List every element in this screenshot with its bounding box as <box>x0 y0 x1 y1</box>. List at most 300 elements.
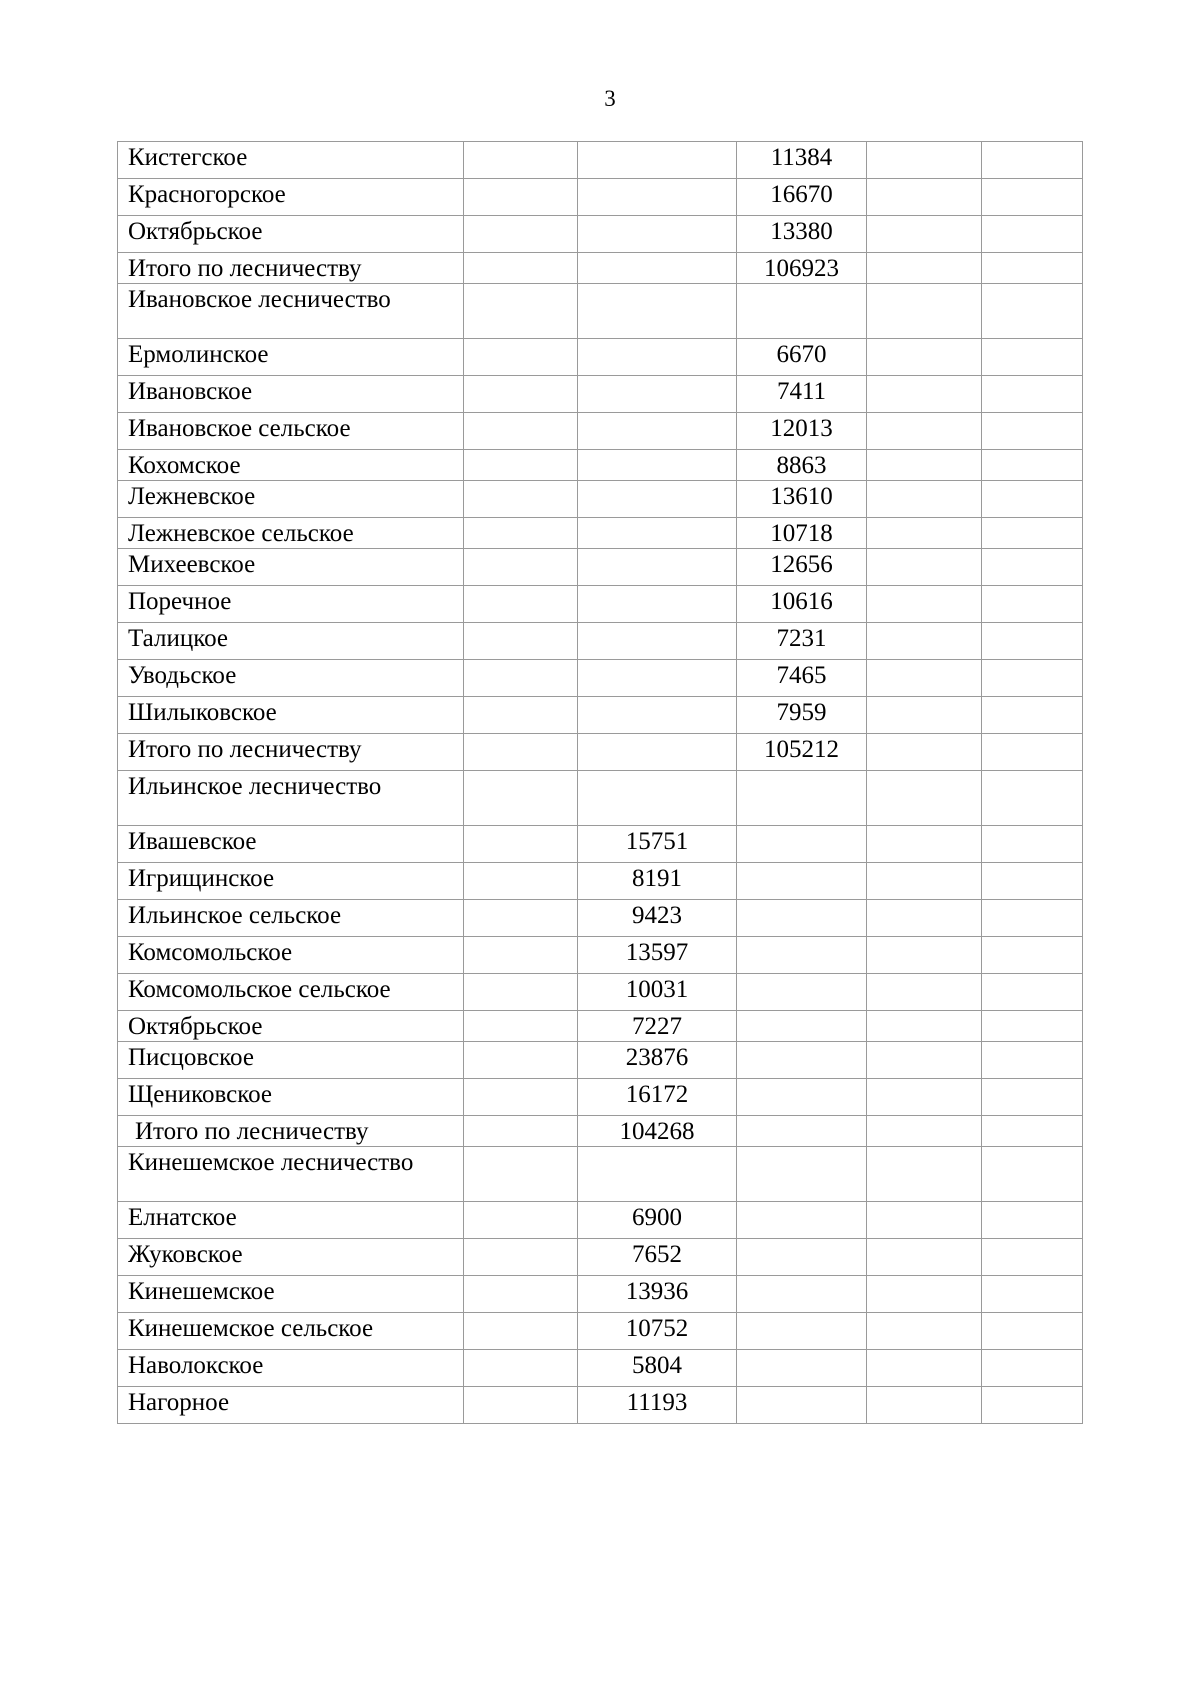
cell-name <box>118 1147 464 1202</box>
cell-name <box>118 623 464 660</box>
table-row <box>118 660 1083 697</box>
cell-col-5 <box>867 413 982 450</box>
cell-name <box>118 900 464 937</box>
cell-value: 13597 <box>625 939 689 966</box>
cell-col-4 <box>737 1079 867 1116</box>
cell-col-5 <box>867 697 982 734</box>
table-row <box>118 1042 1083 1079</box>
cell-name <box>118 734 464 771</box>
row-label: Комсомольское <box>128 939 293 966</box>
cell-col-3 <box>578 413 737 450</box>
table-row <box>118 900 1083 937</box>
cell-col-6 <box>982 216 1083 253</box>
cell-col-3 <box>578 1116 737 1147</box>
cell-col-2 <box>464 900 578 937</box>
cell-col-3 <box>578 974 737 1011</box>
cell-name <box>118 1387 464 1424</box>
cell-col-4 <box>737 900 867 937</box>
cell-name <box>118 339 464 376</box>
cell-col-5 <box>867 518 982 549</box>
cell-col-5 <box>867 937 982 974</box>
cell-col-4 <box>737 481 867 518</box>
cell-value: 15751 <box>625 828 689 855</box>
cell-col-5 <box>867 1387 982 1424</box>
table-row <box>118 549 1083 586</box>
cell-col-6 <box>982 481 1083 518</box>
cell-value: 8191 <box>632 865 682 892</box>
cell-value: 11193 <box>626 1389 688 1416</box>
table-row <box>118 216 1083 253</box>
cell-value: 10752 <box>625 1315 689 1342</box>
cell-name <box>118 450 464 481</box>
cell-col-6 <box>982 623 1083 660</box>
cell-col-5 <box>867 1350 982 1387</box>
cell-col-5 <box>867 1042 982 1079</box>
cell-col-5 <box>867 660 982 697</box>
cell-name <box>118 826 464 863</box>
row-label: Октябрьское <box>128 218 263 245</box>
table-row <box>118 1313 1083 1350</box>
cell-col-3 <box>578 450 737 481</box>
cell-col-4 <box>737 863 867 900</box>
row-label: Ильинское лесничество <box>128 773 382 800</box>
cell-col-6 <box>982 826 1083 863</box>
cell-col-2 <box>464 1239 578 1276</box>
cell-col-4 <box>737 826 867 863</box>
table-row <box>118 863 1083 900</box>
cell-col-6 <box>982 518 1083 549</box>
cell-col-4 <box>737 1313 867 1350</box>
table-row <box>118 1350 1083 1387</box>
cell-col-4 <box>737 1042 867 1079</box>
cell-value: 7227 <box>632 1013 682 1040</box>
cell-col-5 <box>867 376 982 413</box>
cell-col-5 <box>867 1239 982 1276</box>
cell-col-2 <box>464 179 578 216</box>
row-label: Итого по лесничеству <box>128 736 362 763</box>
row-label: Уводьское <box>128 662 237 689</box>
row-label: Шилыковское <box>128 699 277 726</box>
cell-col-3 <box>578 284 737 339</box>
cell-value: 13380 <box>770 218 833 245</box>
cell-col-3 <box>578 697 737 734</box>
cell-col-6 <box>982 900 1083 937</box>
cell-col-6 <box>982 1276 1083 1313</box>
cell-col-4 <box>737 623 867 660</box>
cell-value: 7231 <box>776 625 827 652</box>
cell-value: 7411 <box>776 378 827 405</box>
row-label: Кинешемское лесничество <box>128 1149 414 1176</box>
cell-col-4 <box>737 413 867 450</box>
row-label: Елнатское <box>128 1204 237 1231</box>
cell-value: 6670 <box>776 341 827 368</box>
row-label: Ильинское сельское <box>128 902 342 929</box>
cell-name <box>118 216 464 253</box>
cell-col-2 <box>464 376 578 413</box>
cell-name <box>118 937 464 974</box>
cell-col-4 <box>737 339 867 376</box>
cell-col-5 <box>867 179 982 216</box>
cell-col-2 <box>464 1147 578 1202</box>
cell-col-5 <box>867 974 982 1011</box>
cell-col-2 <box>464 450 578 481</box>
cell-col-6 <box>982 1387 1083 1424</box>
cell-col-3 <box>578 660 737 697</box>
cell-value: 5804 <box>632 1352 682 1379</box>
cell-col-3 <box>578 937 737 974</box>
cell-col-5 <box>867 1313 982 1350</box>
row-label: Ивановское лесничество <box>128 286 391 313</box>
row-label: Кохомское <box>128 452 241 479</box>
cell-col-5 <box>867 1079 982 1116</box>
cell-col-4 <box>737 284 867 339</box>
cell-col-2 <box>464 863 578 900</box>
cell-name <box>118 697 464 734</box>
cell-col-3 <box>578 826 737 863</box>
cell-col-2 <box>464 660 578 697</box>
cell-col-4 <box>737 216 867 253</box>
cell-col-3 <box>578 1042 737 1079</box>
cell-col-5 <box>867 1276 982 1313</box>
cell-col-5 <box>867 142 982 179</box>
page-number: 3 <box>604 86 616 111</box>
cell-name <box>118 481 464 518</box>
cell-col-3 <box>578 1313 737 1350</box>
cell-col-2 <box>464 253 578 284</box>
cell-name <box>118 1202 464 1239</box>
cell-col-5 <box>867 450 982 481</box>
row-label: Ивановское сельское <box>128 415 351 442</box>
cell-value: 12656 <box>770 551 833 578</box>
cell-name <box>118 1079 464 1116</box>
cell-col-2 <box>464 549 578 586</box>
row-label: Ермолинское <box>128 341 269 368</box>
cell-col-6 <box>982 697 1083 734</box>
row-label: Жуковское <box>128 1241 243 1268</box>
table-row <box>118 450 1083 481</box>
cell-col-5 <box>867 826 982 863</box>
cell-col-6 <box>982 1011 1083 1042</box>
cell-col-5 <box>867 1116 982 1147</box>
cell-col-4 <box>737 660 867 697</box>
table-row <box>118 586 1083 623</box>
cell-col-5 <box>867 481 982 518</box>
cell-col-3 <box>578 1011 737 1042</box>
cell-col-4 <box>737 1011 867 1042</box>
cell-name <box>118 863 464 900</box>
cell-col-6 <box>982 734 1083 771</box>
section-header-row <box>118 1147 1083 1202</box>
cell-col-2 <box>464 826 578 863</box>
cell-value: 10616 <box>770 588 833 615</box>
table-row <box>118 142 1083 179</box>
table-row <box>118 518 1083 549</box>
cell-col-6 <box>982 660 1083 697</box>
table-row <box>118 1239 1083 1276</box>
cell-col-3 <box>578 481 737 518</box>
cell-col-4 <box>737 937 867 974</box>
cell-col-5 <box>867 549 982 586</box>
cell-col-6 <box>982 863 1083 900</box>
cell-col-4 <box>737 586 867 623</box>
cell-col-4 <box>737 1147 867 1202</box>
cell-name <box>118 179 464 216</box>
cell-value: 104268 <box>619 1118 695 1145</box>
cell-value: 7652 <box>632 1241 682 1268</box>
cell-value: 7465 <box>776 662 827 689</box>
cell-col-5 <box>867 900 982 937</box>
cell-col-2 <box>464 1079 578 1116</box>
cell-col-3 <box>578 142 737 179</box>
row-label: Писцовское <box>128 1044 254 1071</box>
cell-name <box>118 142 464 179</box>
cell-col-2 <box>464 697 578 734</box>
subtotal-row <box>118 253 1083 284</box>
row-label: Красногорское <box>128 181 286 208</box>
cell-col-4 <box>737 376 867 413</box>
table-row <box>118 974 1083 1011</box>
row-label: Кинешемское сельское <box>128 1315 374 1342</box>
cell-value: 13936 <box>625 1278 689 1305</box>
data-table <box>117 141 1083 1424</box>
row-label: Игрищинское <box>128 865 275 892</box>
cell-value: 10718 <box>770 520 833 547</box>
row-label: Щениковское <box>128 1081 272 1108</box>
cell-col-6 <box>982 1042 1083 1079</box>
cell-col-2 <box>464 1313 578 1350</box>
table-row <box>118 826 1083 863</box>
row-label: Поречное <box>128 588 232 615</box>
row-label: Наволокское <box>128 1352 264 1379</box>
cell-col-6 <box>982 1147 1083 1202</box>
row-label: Лежневское <box>128 483 256 510</box>
cell-col-2 <box>464 481 578 518</box>
cell-value: 6900 <box>632 1204 682 1231</box>
cell-col-2 <box>464 284 578 339</box>
row-label: Итого по лесничеству <box>135 1118 369 1145</box>
table-row <box>118 623 1083 660</box>
cell-col-6 <box>982 771 1083 826</box>
section-header-row <box>118 284 1083 339</box>
cell-col-3 <box>578 518 737 549</box>
row-label: Ивановское <box>128 378 253 405</box>
row-label: Лежневское сельское <box>128 520 354 547</box>
cell-value: 23876 <box>625 1044 689 1071</box>
cell-col-5 <box>867 339 982 376</box>
cell-col-4 <box>737 771 867 826</box>
cell-col-4 <box>737 253 867 284</box>
cell-col-6 <box>982 1116 1083 1147</box>
cell-col-4 <box>737 450 867 481</box>
cell-col-3 <box>578 1276 737 1313</box>
cell-col-6 <box>982 142 1083 179</box>
cell-col-6 <box>982 937 1083 974</box>
table-row <box>118 413 1083 450</box>
cell-value: 106923 <box>764 255 839 282</box>
cell-col-3 <box>578 253 737 284</box>
cell-col-2 <box>464 586 578 623</box>
cell-col-6 <box>982 413 1083 450</box>
cell-col-3 <box>578 771 737 826</box>
row-label: Ивашевское <box>128 828 257 855</box>
cell-col-2 <box>464 216 578 253</box>
cell-name <box>118 284 464 339</box>
cell-col-2 <box>464 1042 578 1079</box>
cell-col-5 <box>867 1202 982 1239</box>
table-row <box>118 1276 1083 1313</box>
row-label: Октябрьское <box>128 1013 263 1040</box>
cell-value: 7959 <box>776 699 827 726</box>
cell-col-5 <box>867 771 982 826</box>
cell-col-2 <box>464 518 578 549</box>
cell-name <box>118 1350 464 1387</box>
row-label: Кинешемское <box>128 1278 275 1305</box>
cell-col-5 <box>867 1147 982 1202</box>
cell-col-6 <box>982 974 1083 1011</box>
cell-col-2 <box>464 1116 578 1147</box>
cell-col-2 <box>464 413 578 450</box>
table-row <box>118 937 1083 974</box>
cell-name <box>118 1313 464 1350</box>
cell-name <box>118 586 464 623</box>
cell-col-4 <box>737 734 867 771</box>
cell-value: 11384 <box>770 144 833 171</box>
subtotal-row <box>118 1116 1083 1147</box>
cell-col-2 <box>464 1011 578 1042</box>
cell-value: 8863 <box>776 452 827 479</box>
cell-col-3 <box>578 734 737 771</box>
table-row <box>118 339 1083 376</box>
cell-col-3 <box>578 863 737 900</box>
cell-col-3 <box>578 1147 737 1202</box>
row-label: Нагорное <box>128 1389 230 1416</box>
table-row <box>118 179 1083 216</box>
cell-col-2 <box>464 142 578 179</box>
table-row <box>118 1387 1083 1424</box>
cell-col-6 <box>982 179 1083 216</box>
cell-name <box>118 1116 464 1147</box>
cell-col-5 <box>867 863 982 900</box>
cell-col-5 <box>867 623 982 660</box>
cell-col-2 <box>464 771 578 826</box>
cell-col-2 <box>464 1387 578 1424</box>
cell-col-3 <box>578 1387 737 1424</box>
cell-name <box>118 413 464 450</box>
cell-col-3 <box>578 339 737 376</box>
cell-col-5 <box>867 734 982 771</box>
cell-col-3 <box>578 1239 737 1276</box>
cell-col-5 <box>867 253 982 284</box>
cell-col-2 <box>464 623 578 660</box>
cell-col-3 <box>578 376 737 413</box>
cell-col-2 <box>464 734 578 771</box>
cell-col-6 <box>982 253 1083 284</box>
cell-col-3 <box>578 549 737 586</box>
table-row <box>118 481 1083 518</box>
cell-value: 16172 <box>625 1081 689 1108</box>
cell-col-4 <box>737 179 867 216</box>
cell-col-6 <box>982 1350 1083 1387</box>
subtotal-row <box>118 734 1083 771</box>
table-row <box>118 1079 1083 1116</box>
cell-col-6 <box>982 376 1083 413</box>
cell-name <box>118 549 464 586</box>
cell-value: 105212 <box>764 736 839 763</box>
row-label: Итого по лесничеству <box>128 255 362 282</box>
cell-name <box>118 1239 464 1276</box>
cell-col-3 <box>578 179 737 216</box>
cell-col-5 <box>867 284 982 339</box>
cell-col-4 <box>737 549 867 586</box>
cell-col-4 <box>737 1116 867 1147</box>
cell-name <box>118 1276 464 1313</box>
cell-col-4 <box>737 974 867 1011</box>
cell-name <box>118 771 464 826</box>
cell-value: 16670 <box>770 181 833 208</box>
cell-col-4 <box>737 697 867 734</box>
table-row <box>118 1202 1083 1239</box>
cell-col-4 <box>737 1387 867 1424</box>
section-header-row <box>118 771 1083 826</box>
cell-col-2 <box>464 1276 578 1313</box>
cell-col-6 <box>982 1079 1083 1116</box>
cell-value: 13610 <box>770 483 833 510</box>
table-row <box>118 1011 1083 1042</box>
table-row <box>118 697 1083 734</box>
cell-col-4 <box>737 1350 867 1387</box>
cell-col-3 <box>578 586 737 623</box>
cell-col-3 <box>578 623 737 660</box>
cell-value: 10031 <box>625 976 689 1003</box>
cell-name <box>118 376 464 413</box>
cell-col-2 <box>464 974 578 1011</box>
cell-name <box>118 253 464 284</box>
cell-col-3 <box>578 900 737 937</box>
cell-name <box>118 660 464 697</box>
row-label: Михеевское <box>128 551 256 578</box>
cell-col-5 <box>867 216 982 253</box>
cell-col-3 <box>578 1202 737 1239</box>
cell-col-2 <box>464 339 578 376</box>
cell-col-5 <box>867 586 982 623</box>
cell-col-2 <box>464 937 578 974</box>
cell-col-6 <box>982 1313 1083 1350</box>
cell-col-6 <box>982 284 1083 339</box>
cell-col-4 <box>737 1239 867 1276</box>
cell-col-4 <box>737 518 867 549</box>
cell-col-6 <box>982 1239 1083 1276</box>
cell-col-3 <box>578 1079 737 1116</box>
cell-col-6 <box>982 586 1083 623</box>
cell-col-2 <box>464 1350 578 1387</box>
cell-value: 9423 <box>632 902 682 929</box>
cell-col-4 <box>737 142 867 179</box>
cell-col-3 <box>578 1350 737 1387</box>
table-row <box>118 376 1083 413</box>
row-label: Талицкое <box>128 625 228 652</box>
cell-col-6 <box>982 339 1083 376</box>
cell-col-2 <box>464 1202 578 1239</box>
row-label: Комсомольское сельское <box>128 976 391 1003</box>
cell-name <box>118 974 464 1011</box>
cell-col-6 <box>982 549 1083 586</box>
cell-col-6 <box>982 450 1083 481</box>
cell-col-6 <box>982 1202 1083 1239</box>
cell-col-4 <box>737 1202 867 1239</box>
cell-col-3 <box>578 216 737 253</box>
row-label: Кистегское <box>128 144 248 171</box>
cell-col-5 <box>867 1011 982 1042</box>
